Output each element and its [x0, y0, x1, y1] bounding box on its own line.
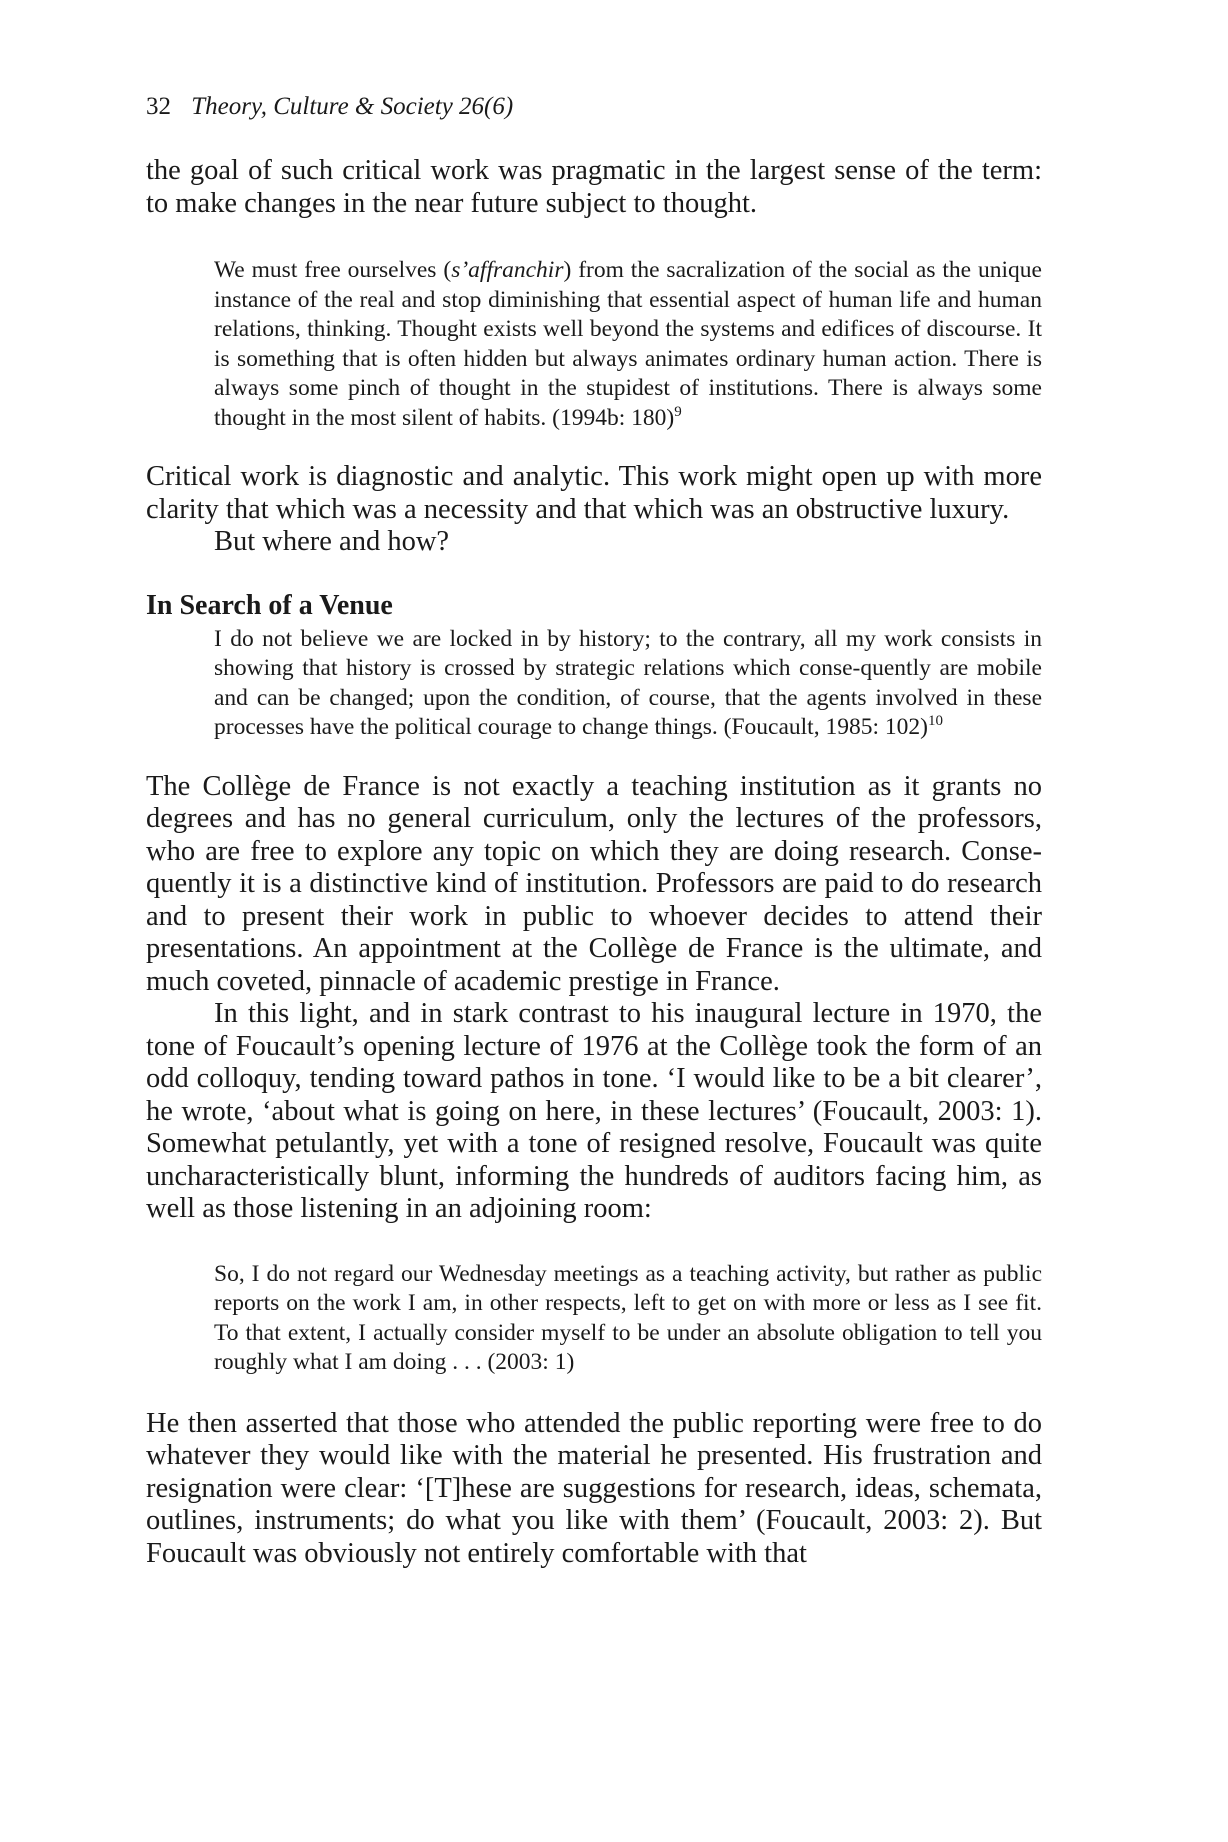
quote-1-part-2: ) from the sacralization of the social as the unique instance of the real and stop diminishing that essential aspect of human life and human relations, thinking. Thought exists well beyond the systems and edifices of discourse. It is something that is often hidden but always animates ordinary human action. There is always some pinch of thought in the stupidest of institutions. There is always some thought in the most silent of habits. (1994b: 180)	[214, 257, 1042, 431]
paragraph-5: In this light, and in stark contrast to his inaugural lecture in 1970, the tone of Foucault’s opening lecture of 1976 at the Collège took the form of an odd colloquy, tending toward pathos in tone. ‘I would like to be a bit clearer’, he wrote, ‘about what is going on here, in these lectures’ (Foucault, 2003: 1). Somewhat petulantly, yet with a tone of resigned resolve, Foucault was quite uncharacteristically blunt, informing the hundreds of auditors facing him, as well as those listening in an adjoining room:	[146, 998, 1042, 1224]
paragraph-1: the goal of such critical work was pragmatic in the largest sense of the term: to make changes in the near future subject to thought.	[146, 155, 1042, 219]
running-head	[146, 90, 513, 124]
block-quote-2	[214, 625, 1042, 743]
block-quote-1	[214, 256, 1042, 433]
journal-title: Theory, Culture & Society 26(6)	[191, 93, 514, 120]
quote-1-part-1: We must free ourselves (	[214, 257, 452, 283]
page-number: 32	[146, 93, 171, 120]
block-quote-3: So, I do not regard our Wednesday meetings as a teaching activity, but rather as public reports on the work I am, in other respects, left to get on with more or less as I see fit. To that extent, I actually consider myself to be under an absolute obligation to tell you roughly what I am doing . . . (2003: 1)	[214, 1260, 1042, 1375]
main-text	[146, 155, 1042, 1570]
paragraph-3: But where and how?	[214, 526, 450, 557]
footnote-marker-10: 10	[927, 713, 943, 730]
quote-2-text: I do not believe we are locked in by history; to the contrary, all my work consists in showing that history is crossed by strategic relations which conse-quently are mobile and can be changed; upon the condition, of course, that the agents involved in these processes have the political courage to change things. (Foucault, 1985: 102)	[214, 625, 1042, 740]
section-heading: In Search of a Venue	[146, 589, 393, 621]
paragraph-4: The Collège de France is not exactly a teaching institution as it grants no degrees and has no general curriculum, only the lectures of the professors, who are free to explore any topic on which they are doing research. Conse-quently it is a distinctive kind of institution. Professors are paid to do research and to present their work in public to whoever decides to attend their presentations. An appointment at the Collège de France is the ultimate, and much coveted, pinnacle of academic prestige in France.	[146, 770, 1042, 997]
quote-1-italic-term: s’affranchir	[451, 257, 564, 283]
paragraph-6: He then asserted that those who attended the public reporting were free to do whatever they would like with the material he presented. His frustration and resignation were clear: ‘[T]hese are suggestions for research, ideas, schemata, outlines, instruments; do what you like with them’ (Foucault, 2003: 2). But Foucault was obviously not entirely comfortable with that	[146, 1407, 1042, 1569]
footnote-marker-9: 9	[674, 403, 682, 420]
paragraph-2: Critical work is diagnostic and analytic. This work might open up with more clarity that which was a necessity and that which was an obstructive luxury.	[146, 461, 1042, 525]
